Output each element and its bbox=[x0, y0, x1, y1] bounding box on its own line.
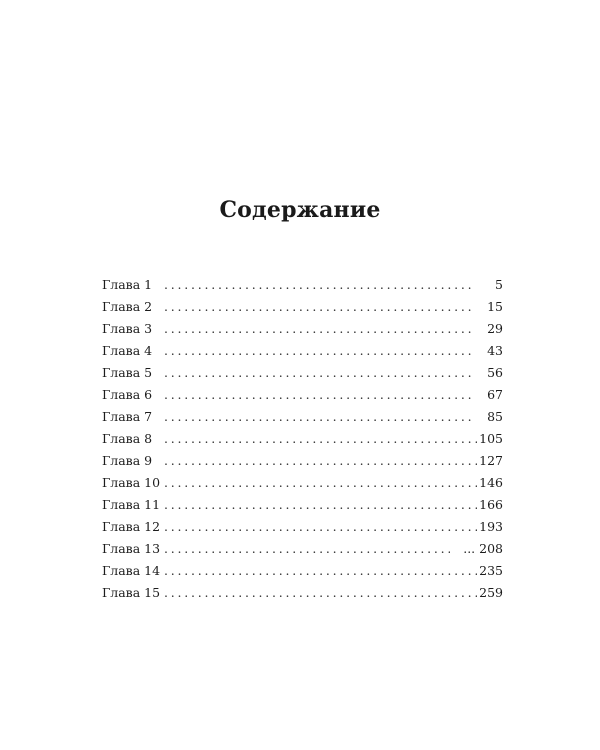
toc-entry-page: 15 bbox=[487, 299, 503, 314]
toc-entry-page: 146 bbox=[479, 475, 503, 490]
toc-dot-leader bbox=[164, 406, 475, 428]
toc-entry bbox=[102, 362, 503, 384]
toc-dot-leader bbox=[164, 318, 475, 340]
page-title: Содержание bbox=[219, 197, 381, 223]
toc-dot-leader bbox=[164, 494, 477, 516]
toc-entry-page: 105 bbox=[479, 431, 503, 446]
toc-entry-label: Глава 2 bbox=[102, 299, 153, 314]
toc-dot-leader bbox=[164, 428, 477, 450]
toc-entry bbox=[102, 406, 503, 428]
toc-entry-label: Глава 9 bbox=[102, 453, 153, 468]
toc-entry-page: 259 bbox=[479, 585, 503, 600]
toc-entry-label: Глава 14 bbox=[102, 563, 161, 578]
toc-entry-label: Глава 10 bbox=[102, 475, 161, 490]
toc-entry-label: Глава 8 bbox=[102, 431, 153, 446]
toc-dot-leader bbox=[164, 472, 477, 494]
toc-dot-leader bbox=[164, 296, 475, 318]
toc-dot-leader bbox=[164, 582, 477, 604]
toc-entry bbox=[102, 450, 503, 472]
toc-entry-page: 67 bbox=[487, 387, 503, 402]
toc-entry-page: 43 bbox=[487, 343, 503, 358]
toc-entry-page: 85 bbox=[487, 409, 503, 424]
toc-entry-label: Глава 4 bbox=[102, 343, 153, 358]
toc-entry bbox=[102, 560, 503, 582]
toc-entry-page: 5 bbox=[495, 277, 503, 292]
toc-entry bbox=[102, 384, 503, 406]
toc-entry-label: Глава 11 bbox=[102, 497, 161, 512]
toc-entry-page: ... 208 bbox=[463, 541, 503, 556]
toc-dot-leader bbox=[164, 450, 477, 472]
toc-dot-leader bbox=[164, 384, 475, 406]
toc-entry-label: Глава 3 bbox=[102, 321, 153, 336]
toc-entry-page: 127 bbox=[479, 453, 503, 468]
toc-entry bbox=[102, 274, 503, 296]
toc-entry-label: Глава 15 bbox=[102, 585, 161, 600]
toc-dot-leader bbox=[164, 516, 477, 538]
toc-entry-page: 193 bbox=[479, 519, 503, 534]
toc-entry-label: Глава 7 bbox=[102, 409, 153, 424]
toc-entry-page: 29 bbox=[487, 321, 503, 336]
toc-entry-page: 56 bbox=[487, 365, 503, 380]
toc-entry bbox=[102, 538, 503, 560]
toc-dot-leader bbox=[164, 362, 475, 384]
toc-entry bbox=[102, 494, 503, 516]
toc-entry bbox=[102, 428, 503, 450]
table-of-contents bbox=[102, 274, 503, 604]
toc-dot-leader bbox=[164, 274, 475, 296]
toc-entry bbox=[102, 472, 503, 494]
toc-entry-page: 166 bbox=[479, 497, 503, 512]
toc-entry-label: Глава 12 bbox=[102, 519, 161, 534]
toc-entry-label: Глава 1 bbox=[102, 277, 153, 292]
toc-entry bbox=[102, 318, 503, 340]
toc-entry-label: Глава 6 bbox=[102, 387, 153, 402]
toc-entry bbox=[102, 340, 503, 362]
toc-dot-leader bbox=[164, 538, 450, 560]
toc-entry bbox=[102, 296, 503, 318]
toc-entry bbox=[102, 582, 503, 604]
toc-entry-page: 235 bbox=[479, 563, 503, 578]
toc-entry bbox=[102, 516, 503, 538]
toc-entry-label: Глава 5 bbox=[102, 365, 153, 380]
toc-entry-label: Глава 13 bbox=[102, 541, 161, 556]
toc-dot-leader bbox=[164, 340, 475, 362]
toc-dot-leader bbox=[164, 560, 477, 582]
